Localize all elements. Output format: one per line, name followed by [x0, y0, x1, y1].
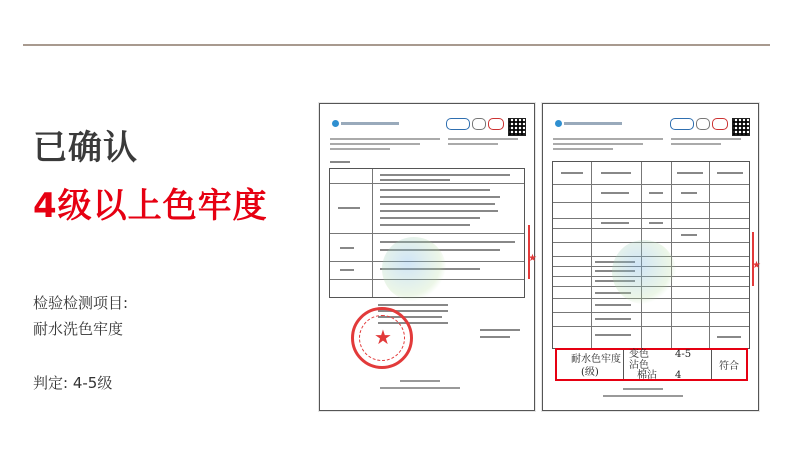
sub-item-cotton: 棉沾 — [637, 370, 657, 381]
qr-code-icon — [732, 118, 750, 136]
star-icon: ★ — [374, 325, 392, 349]
qr-code-icon — [508, 118, 526, 136]
cma-icon — [488, 118, 504, 130]
cma-icon — [712, 118, 728, 130]
verdict-text: 判定: 4-5级 — [33, 374, 113, 392]
lab-logo-right — [555, 120, 625, 127]
test-item-unit: (级) — [581, 367, 599, 378]
sub-item-cotton-value: 4 — [675, 370, 682, 381]
cnas-icon — [696, 118, 710, 130]
star-icon: ★ — [752, 260, 761, 271]
accreditation-marks-right — [668, 118, 728, 130]
watermark-logo — [612, 240, 676, 304]
sub-item-stain: 沾色 — [629, 360, 649, 371]
perforation-stamp — [528, 225, 540, 279]
sub-item-change: 变色 — [629, 349, 649, 360]
test-items-label: 检验检测项目: — [33, 294, 129, 312]
report-header-right — [551, 118, 750, 154]
highlighted-result-row — [555, 348, 748, 381]
perforation-stamp — [752, 232, 764, 286]
report-header — [328, 118, 526, 154]
star-icon: ★ — [528, 253, 537, 264]
top-divider — [23, 44, 770, 46]
accreditation-marks — [444, 118, 504, 130]
watermark-logo — [382, 237, 446, 301]
grade-heading: 4级以上色牢度 — [33, 186, 268, 226]
accreditation-icon — [446, 118, 470, 130]
accreditation-icon — [670, 118, 694, 130]
sub-item-change-value: 4-5 — [675, 349, 692, 360]
confirmed-heading: 已确认 — [33, 128, 138, 168]
cnas-icon — [472, 118, 486, 130]
test-item-name: 耐水色牢度 — [571, 354, 621, 365]
official-seal — [351, 307, 413, 369]
result-compliant: 符合 — [719, 361, 739, 372]
test-items-value: 耐水洗色牢度 — [33, 320, 124, 338]
lab-logo — [332, 120, 402, 127]
